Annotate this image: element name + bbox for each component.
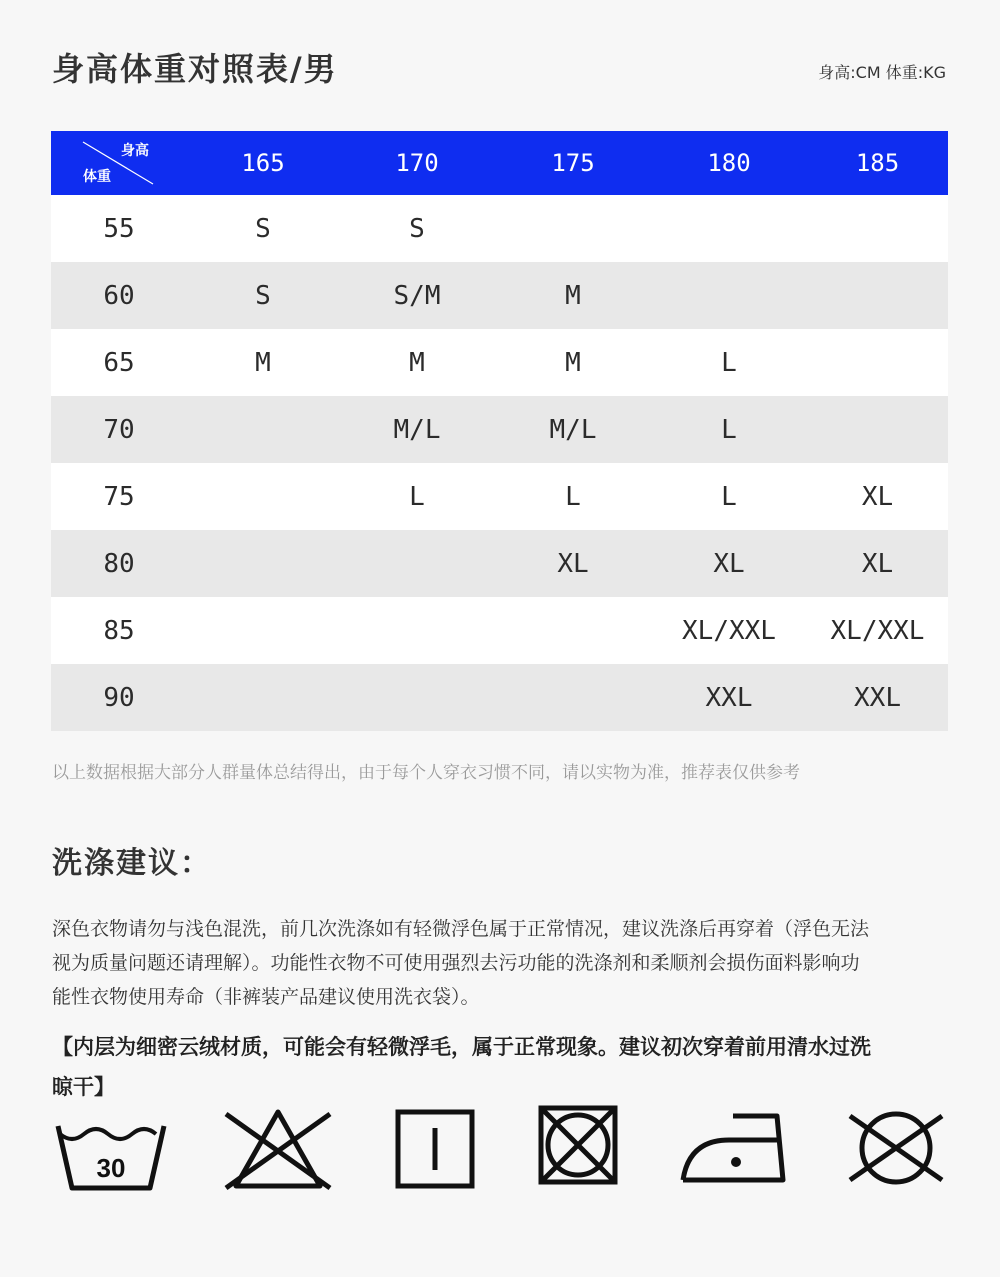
table-corner-cell (51, 131, 187, 195)
height-header: 175 (495, 131, 651, 195)
washing-line: 能性衣物使用寿命（非裤装产品建议使用洗衣袋）。 (52, 986, 480, 1008)
size-cell: M (187, 329, 339, 396)
lining-note (52, 1027, 952, 1107)
size-cell: XL (807, 463, 948, 530)
table-row (51, 664, 948, 731)
weight-cell: 60 (51, 262, 187, 329)
size-cell (807, 396, 948, 463)
table-row (51, 463, 948, 530)
size-cell (339, 664, 495, 731)
size-cell (807, 195, 948, 262)
table-row (51, 530, 948, 597)
size-cell (495, 664, 651, 731)
height-header: 165 (187, 131, 339, 195)
size-cell (651, 195, 807, 262)
no-tumble-dry-icon (537, 1100, 619, 1199)
washing-instructions (52, 912, 952, 1014)
size-cell: S (339, 195, 495, 262)
washing-title: 洗涤建议： (52, 846, 212, 881)
table-header-row (51, 131, 948, 195)
weight-cell: 85 (51, 597, 187, 664)
size-cell: L (339, 463, 495, 530)
size-cell: M (339, 329, 495, 396)
size-cell (187, 530, 339, 597)
size-cell: S (187, 195, 339, 262)
care-icons (0, 1100, 1000, 1200)
size-cell: M/L (339, 396, 495, 463)
wash-temperature-label: 30 (96, 1153, 126, 1183)
units-label: 身高:CM 体重:KG (818, 63, 946, 82)
weight-cell: 80 (51, 530, 187, 597)
table-row (51, 329, 948, 396)
diagonal-divider (51, 131, 187, 193)
weight-cell: 75 (51, 463, 187, 530)
size-cell: S/M (339, 262, 495, 329)
size-cell: XL (807, 530, 948, 597)
size-cell (187, 396, 339, 463)
table-row (51, 396, 948, 463)
reference-note: 以上数据根据大部分人群量体总结得出，由于每个人穿衣习惯不同，请以实物为准，推荐表仅供参考 (52, 763, 800, 783)
size-cell: L (651, 329, 807, 396)
size-cell: XL/XXL (651, 597, 807, 664)
weight-cell: 65 (51, 329, 187, 396)
size-cell (495, 597, 651, 664)
size-cell (187, 597, 339, 664)
height-header: 180 (651, 131, 807, 195)
size-cell: XL/XXL (807, 597, 948, 664)
corner-weight-label: 体重 (83, 169, 111, 185)
size-cell (339, 530, 495, 597)
weight-cell: 70 (51, 396, 187, 463)
corner-height-label: 身高 (121, 143, 149, 159)
drip-dry-icon (394, 1100, 476, 1199)
size-cell (807, 329, 948, 396)
size-cell: S (187, 262, 339, 329)
washing-line: 深色衣物请勿与浅色混洗，前几次洗涤如有轻微浮色属于正常情况，建议洗涤后再穿着（浮色无法 (52, 918, 870, 940)
size-cell: XXL (807, 664, 948, 731)
wash-30-icon (52, 1100, 170, 1199)
table-row (51, 195, 948, 262)
size-cell: L (495, 463, 651, 530)
height-header: 170 (339, 131, 495, 195)
size-cell (339, 597, 495, 664)
size-cell: L (651, 463, 807, 530)
no-bleach-icon (222, 1100, 334, 1199)
size-chart-table (51, 131, 948, 731)
lining-note-line: 【内层为细密云绒材质，可能会有轻微浮毛，属于正常现象。建议初次穿着前用清水过洗 (52, 1035, 871, 1059)
size-cell: XL (651, 530, 807, 597)
weight-cell: 55 (51, 195, 187, 262)
table-row (51, 262, 948, 329)
page-title: 身高体重对照表/男 (52, 50, 338, 88)
size-cell: XXL (651, 664, 807, 731)
size-cell: M/L (495, 396, 651, 463)
size-cell (495, 195, 651, 262)
weight-cell: 90 (51, 664, 187, 731)
size-cell (807, 262, 948, 329)
height-header: 185 (807, 131, 948, 195)
size-cell (187, 664, 339, 731)
size-cell: XL (495, 530, 651, 597)
lining-note-line: 晾干】 (52, 1075, 115, 1099)
size-cell: M (495, 329, 651, 396)
table-row (51, 597, 948, 664)
washing-line: 视为质量问题还请理解）。功能性衣物不可使用强烈去污功能的洗涤剂和柔顺剂会损伤面料影响功 (52, 952, 860, 974)
no-dry-clean-icon (846, 1100, 946, 1199)
size-cell (187, 463, 339, 530)
size-cell: M (495, 262, 651, 329)
size-cell: L (651, 396, 807, 463)
iron-low-icon (679, 1100, 791, 1199)
size-cell (651, 262, 807, 329)
